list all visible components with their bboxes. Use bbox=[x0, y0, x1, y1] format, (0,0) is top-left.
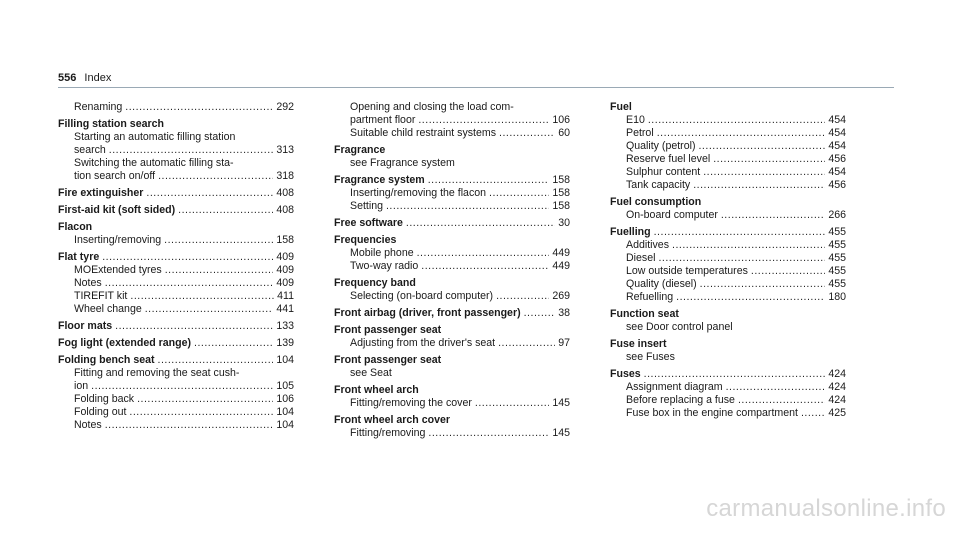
entry-text: Inserting/removing bbox=[74, 234, 162, 246]
index-subentry bbox=[334, 187, 570, 200]
index-entry bbox=[610, 308, 846, 321]
entry-text: tion search on/off bbox=[74, 170, 156, 182]
dot-leader bbox=[672, 239, 825, 252]
page-ref[interactable]: 455 bbox=[828, 226, 846, 238]
page-ref[interactable]: 97 bbox=[558, 337, 570, 349]
entry-text: Fuelling bbox=[610, 226, 651, 238]
index-subentry bbox=[334, 367, 570, 380]
page-ref[interactable]: 158 bbox=[276, 234, 294, 246]
index-subentry bbox=[58, 380, 294, 393]
index-subentry bbox=[58, 131, 294, 144]
index-subentry bbox=[58, 367, 294, 380]
page-ref[interactable]: 441 bbox=[276, 303, 294, 315]
entry-text: TIREFIT kit bbox=[74, 290, 128, 302]
entry-text: Before replacing a fuse bbox=[626, 394, 735, 406]
dot-leader bbox=[130, 290, 274, 303]
index-subentry bbox=[334, 337, 570, 350]
dot-leader bbox=[105, 277, 274, 290]
page-ref[interactable]: 456 bbox=[828, 153, 846, 165]
index-subentry bbox=[334, 127, 570, 140]
entry-text: Flat tyre bbox=[58, 251, 100, 263]
index-subentry bbox=[610, 265, 846, 278]
index-entry bbox=[334, 277, 570, 290]
entry-text: MOExtended tyres bbox=[74, 264, 162, 276]
entry-text: see Fragrance system bbox=[350, 157, 455, 169]
page-ref[interactable]: 409 bbox=[276, 277, 294, 289]
index-entry bbox=[334, 384, 570, 397]
page-ref[interactable]: 145 bbox=[552, 427, 570, 439]
entry-text: Notes bbox=[74, 277, 102, 289]
index-subentry bbox=[610, 291, 846, 304]
entry-text: Diesel bbox=[626, 252, 656, 264]
index-subentry bbox=[610, 407, 846, 420]
dot-leader bbox=[417, 247, 550, 260]
entry-text: Fuel bbox=[610, 101, 632, 113]
index-entry bbox=[334, 307, 570, 320]
page-ref[interactable]: 104 bbox=[276, 419, 294, 431]
dot-leader bbox=[657, 127, 826, 140]
entry-text: Flacon bbox=[58, 221, 93, 233]
dot-leader bbox=[145, 303, 274, 316]
dot-leader bbox=[676, 291, 825, 304]
dot-leader bbox=[129, 406, 273, 419]
index-subentry bbox=[334, 247, 570, 260]
dot-leader bbox=[721, 209, 825, 222]
page-ref[interactable]: 318 bbox=[276, 170, 294, 182]
dot-leader bbox=[428, 174, 550, 187]
entry-text: Sulphur content bbox=[626, 166, 701, 178]
page-ref[interactable]: 30 bbox=[558, 217, 570, 229]
dot-leader bbox=[524, 307, 556, 320]
page-ref[interactable]: 269 bbox=[552, 290, 570, 302]
page-ref[interactable]: 266 bbox=[828, 209, 846, 221]
index-subentry bbox=[610, 394, 846, 407]
dot-leader bbox=[146, 187, 273, 200]
dot-leader bbox=[386, 200, 549, 213]
dot-leader bbox=[700, 278, 826, 291]
index-subentry bbox=[610, 239, 846, 252]
index-subentry bbox=[334, 114, 570, 127]
page-ref[interactable]: 454 bbox=[828, 127, 846, 139]
page-ref[interactable]: 139 bbox=[276, 337, 294, 349]
page-ref[interactable]: 454 bbox=[828, 140, 846, 152]
page-ref[interactable]: 455 bbox=[828, 252, 846, 264]
page-ref[interactable]: 38 bbox=[558, 307, 570, 319]
page-ref[interactable]: 449 bbox=[552, 260, 570, 272]
index-entry bbox=[58, 337, 294, 350]
index-subentry bbox=[334, 157, 570, 170]
entry-text: Suitable child restraint systems bbox=[350, 127, 497, 139]
page-ref[interactable]: 424 bbox=[828, 394, 846, 406]
index-subentry bbox=[58, 144, 294, 157]
entry-text: Selecting (on-board computer) bbox=[350, 290, 494, 302]
entry-text: Function seat bbox=[610, 308, 679, 320]
dot-leader bbox=[178, 204, 273, 217]
entry-text: Low outside temperatures bbox=[626, 265, 748, 277]
entry-text: Fire extinguisher bbox=[58, 187, 144, 199]
index-column-1 bbox=[58, 101, 294, 432]
entry-text: Free software bbox=[334, 217, 403, 229]
dot-leader bbox=[115, 320, 273, 333]
entry-text: Tank capacity bbox=[626, 179, 691, 191]
entry-text: Reserve fuel level bbox=[626, 153, 711, 165]
index-subentry bbox=[58, 277, 294, 290]
section-title: Index bbox=[84, 72, 112, 84]
dot-leader bbox=[644, 368, 826, 381]
entry-text: Refuelling bbox=[626, 291, 674, 303]
dot-leader bbox=[489, 187, 549, 200]
index-subentry bbox=[334, 260, 570, 273]
entry-text: Fuses bbox=[610, 368, 641, 380]
entry-text: Fuse box in the engine compartment bbox=[626, 407, 798, 419]
index-subentry bbox=[610, 321, 846, 334]
index-entry bbox=[58, 221, 294, 234]
entry-text: Fragrance system bbox=[334, 174, 425, 186]
entry-text: Filling station search bbox=[58, 118, 164, 130]
entry-text: Petrol bbox=[626, 127, 654, 139]
index-subentry bbox=[58, 264, 294, 277]
entry-text: see Fuses bbox=[626, 351, 675, 363]
entry-text: Fuel consumption bbox=[610, 196, 702, 208]
entry-text: E10 bbox=[626, 114, 645, 126]
index-subentry bbox=[610, 166, 846, 179]
dot-leader bbox=[125, 101, 273, 114]
page-ref[interactable]: 455 bbox=[828, 239, 846, 251]
index-subentry bbox=[58, 303, 294, 316]
page-number: 556 bbox=[58, 72, 77, 84]
dot-leader bbox=[713, 153, 825, 166]
index-subentry bbox=[610, 252, 846, 265]
index-subentry bbox=[610, 278, 846, 291]
dot-leader bbox=[498, 337, 555, 350]
index-subentry bbox=[58, 393, 294, 406]
index-subentry bbox=[610, 209, 846, 222]
dot-leader bbox=[194, 337, 273, 350]
index-column-2 bbox=[334, 101, 570, 440]
index-column-3 bbox=[610, 101, 846, 420]
index-subentry bbox=[58, 234, 294, 247]
dot-leader bbox=[726, 381, 826, 394]
page-ref[interactable]: 409 bbox=[276, 251, 294, 263]
dot-leader bbox=[751, 265, 825, 278]
index-entry bbox=[58, 251, 294, 264]
page-ref[interactable]: 104 bbox=[276, 354, 294, 366]
entry-text: First-aid kit (soft sided) bbox=[58, 204, 176, 216]
index-entry bbox=[334, 354, 570, 367]
index-subentry bbox=[58, 101, 294, 114]
dot-leader bbox=[738, 394, 825, 407]
page-ref[interactable]: 454 bbox=[828, 166, 846, 178]
entry-text: On-board computer bbox=[626, 209, 718, 221]
index-subentry bbox=[334, 427, 570, 440]
dot-leader bbox=[801, 407, 825, 420]
index-entry bbox=[610, 226, 846, 239]
index-subentry bbox=[610, 179, 846, 192]
index-subentry bbox=[610, 140, 846, 153]
index-subentry bbox=[334, 200, 570, 213]
dot-leader bbox=[109, 144, 274, 157]
index-subentry bbox=[610, 381, 846, 394]
page-ref[interactable]: 455 bbox=[828, 278, 846, 290]
index-entry bbox=[334, 324, 570, 337]
index-entry bbox=[334, 234, 570, 247]
dot-leader bbox=[648, 114, 825, 127]
page-ref[interactable]: 455 bbox=[828, 265, 846, 277]
dot-leader bbox=[703, 166, 825, 179]
index-subentry bbox=[610, 351, 846, 364]
entry-text: Mobile phone bbox=[350, 247, 414, 259]
dot-leader bbox=[165, 264, 274, 277]
entry-text: Additives bbox=[626, 239, 669, 251]
entry-text: Folding bench seat bbox=[58, 354, 155, 366]
page-ref[interactable]: 106 bbox=[552, 114, 570, 126]
entry-text: Quality (petrol) bbox=[626, 140, 696, 152]
entry-text: Fitting/removing bbox=[350, 427, 426, 439]
dot-leader bbox=[418, 114, 549, 127]
index-entry bbox=[58, 320, 294, 333]
entry-text: partment floor bbox=[350, 114, 416, 126]
index-subentry bbox=[58, 170, 294, 183]
entry-text: Folding out bbox=[74, 406, 127, 418]
dot-leader bbox=[421, 260, 549, 273]
entry-text: Inserting/removing the flacon bbox=[350, 187, 487, 199]
entry-text: Renaming bbox=[74, 101, 123, 113]
page-ref[interactable]: 424 bbox=[828, 368, 846, 380]
page-ref[interactable]: 313 bbox=[276, 144, 294, 156]
dot-leader bbox=[164, 234, 273, 247]
page-ref[interactable]: 424 bbox=[828, 381, 846, 393]
dot-leader bbox=[499, 127, 555, 140]
index-entry bbox=[58, 187, 294, 200]
entry-text: Two-way radio bbox=[350, 260, 419, 272]
entry-text: Assignment diagram bbox=[626, 381, 723, 393]
index-entry bbox=[334, 174, 570, 187]
entry-text: Front wheel arch cover bbox=[334, 414, 450, 426]
index-entry bbox=[334, 144, 570, 157]
index-entry bbox=[610, 196, 846, 209]
page-ref[interactable]: 425 bbox=[828, 407, 846, 419]
dot-leader bbox=[475, 397, 549, 410]
index-subentry bbox=[610, 153, 846, 166]
page-ref[interactable]: 409 bbox=[276, 264, 294, 276]
page-ref[interactable]: 106 bbox=[276, 393, 294, 405]
entry-text: Fuse insert bbox=[610, 338, 667, 350]
index-subentry bbox=[334, 101, 570, 114]
dot-leader bbox=[137, 393, 273, 406]
entry-text: Starting an automatic filling station bbox=[74, 131, 236, 143]
index-subentry bbox=[334, 290, 570, 303]
entry-text: Fog light (extended range) bbox=[58, 337, 192, 349]
dot-leader bbox=[428, 427, 549, 440]
entry-text: see Door control panel bbox=[626, 321, 733, 333]
dot-leader bbox=[496, 290, 549, 303]
entry-text: Front wheel arch bbox=[334, 384, 419, 396]
entry-text: Floor mats bbox=[58, 320, 113, 332]
header-rule bbox=[58, 87, 894, 88]
dot-leader bbox=[658, 252, 825, 265]
index-subentry bbox=[610, 127, 846, 140]
index-entry bbox=[58, 204, 294, 217]
entry-text: Wheel change bbox=[74, 303, 142, 315]
dot-leader bbox=[102, 251, 273, 264]
index-entry bbox=[58, 354, 294, 367]
dot-leader bbox=[693, 179, 825, 192]
entry-text: Frequency band bbox=[334, 277, 416, 289]
page-ref[interactable]: 449 bbox=[552, 247, 570, 259]
index-entry bbox=[334, 414, 570, 427]
page-ref[interactable]: 158 bbox=[552, 174, 570, 186]
index-entry bbox=[610, 338, 846, 351]
dot-leader bbox=[654, 226, 826, 239]
page-ref[interactable]: 292 bbox=[276, 101, 294, 113]
index-subentry bbox=[58, 290, 294, 303]
page-ref[interactable]: 133 bbox=[276, 320, 294, 332]
entry-text: see Seat bbox=[350, 367, 392, 379]
page-ref[interactable]: 60 bbox=[558, 127, 570, 139]
entry-text: Front passenger seat bbox=[334, 354, 442, 366]
entry-text: Frequencies bbox=[334, 234, 397, 246]
entry-text: Fragrance bbox=[334, 144, 386, 156]
page-ref[interactable]: 411 bbox=[277, 290, 294, 302]
entry-text: Opening and closing the load com- bbox=[350, 101, 514, 113]
index-subentry bbox=[610, 114, 846, 127]
entry-text: Folding back bbox=[74, 393, 135, 405]
index-entry bbox=[58, 118, 294, 131]
entry-text: Notes bbox=[74, 419, 102, 431]
index-entry bbox=[610, 101, 846, 114]
index-subentry bbox=[58, 157, 294, 170]
index-subentry bbox=[58, 419, 294, 432]
entry-text: Front passenger seat bbox=[334, 324, 442, 336]
page-ref[interactable]: 158 bbox=[552, 200, 570, 212]
entry-text: Front airbag (driver, front passenger) bbox=[334, 307, 521, 319]
entry-text: search bbox=[74, 144, 106, 156]
dot-leader bbox=[158, 170, 273, 183]
page-ref[interactable]: 408 bbox=[276, 204, 294, 216]
entry-text: Switching the automatic filling sta- bbox=[74, 157, 234, 169]
index-entry bbox=[334, 217, 570, 230]
dot-leader bbox=[158, 354, 274, 367]
entry-text: ion bbox=[74, 380, 89, 392]
page-ref[interactable]: 456 bbox=[828, 179, 846, 191]
entry-text: Fitting and removing the seat cush- bbox=[74, 367, 240, 379]
entry-text: Setting bbox=[350, 200, 383, 212]
page-ref[interactable]: 180 bbox=[828, 291, 846, 303]
dot-leader bbox=[91, 380, 273, 393]
entry-text: Quality (diesel) bbox=[626, 278, 697, 290]
page-ref[interactable]: 158 bbox=[552, 187, 570, 199]
page-header bbox=[58, 71, 111, 85]
index-entry bbox=[610, 368, 846, 381]
index-subentry bbox=[334, 397, 570, 410]
page-ref[interactable]: 145 bbox=[552, 397, 570, 409]
page-ref[interactable]: 454 bbox=[828, 114, 846, 126]
page-ref[interactable]: 104 bbox=[276, 406, 294, 418]
watermark: carmanualsonline.info bbox=[706, 495, 946, 522]
dot-leader bbox=[105, 419, 274, 432]
entry-text: Adjusting from the driver's seat bbox=[350, 337, 496, 349]
entry-text: Fitting/removing the cover bbox=[350, 397, 472, 409]
index-subentry bbox=[58, 406, 294, 419]
dot-leader bbox=[698, 140, 825, 153]
dot-leader bbox=[406, 217, 555, 230]
page-ref[interactable]: 408 bbox=[276, 187, 294, 199]
page-ref[interactable]: 105 bbox=[276, 380, 294, 392]
